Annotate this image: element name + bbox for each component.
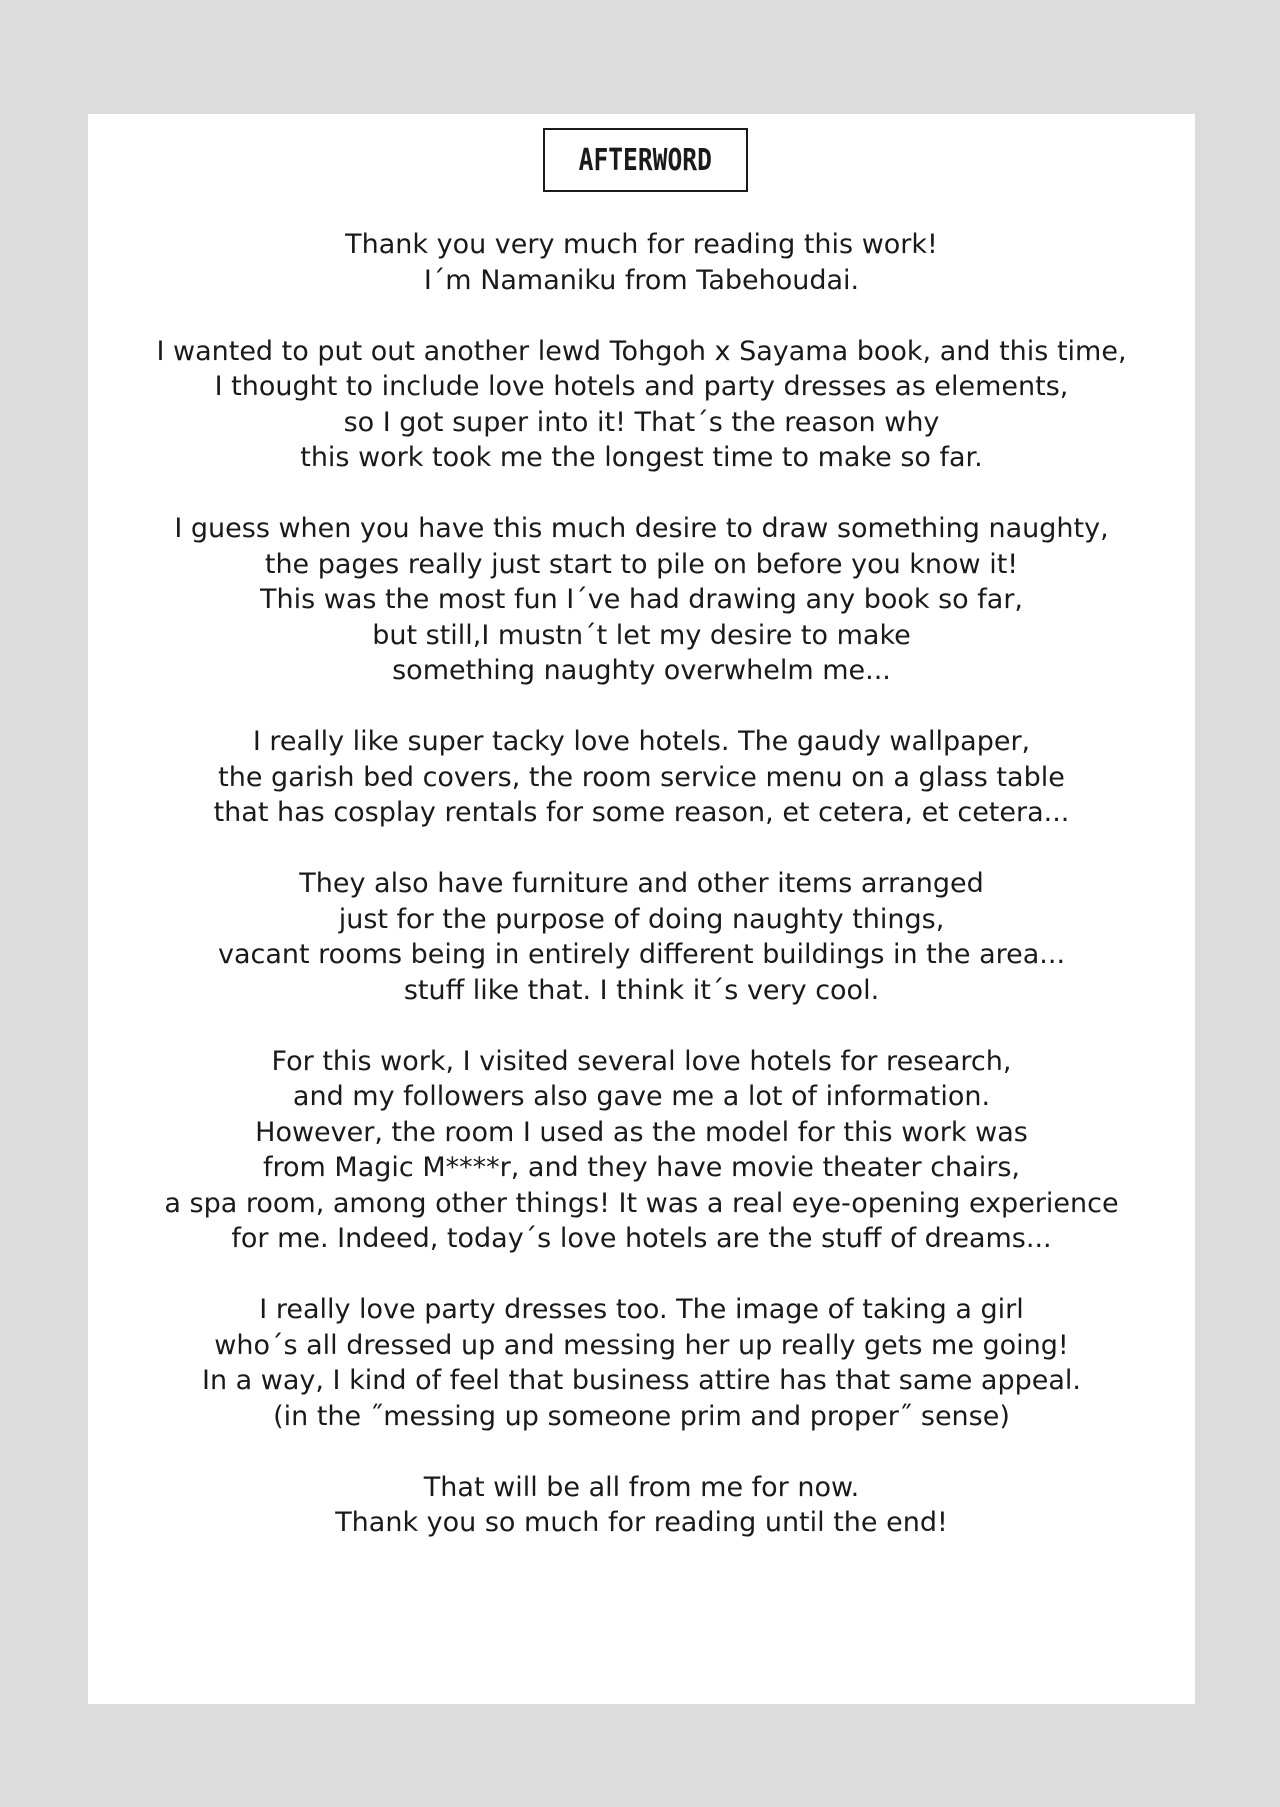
text-line: but still,I mustn´t let my desire to make xyxy=(372,619,911,651)
text-line: However, the room I used as the model for this work was xyxy=(255,1116,1028,1148)
text-line: For this work, I visited several love hotels for research, xyxy=(271,1045,1012,1077)
text-line: I really like super tacky love hotels. The gaudy wallpaper, xyxy=(252,726,1031,757)
text-line: something naughty overwhelm me... xyxy=(392,655,891,686)
page-title: AFTERWORD xyxy=(578,142,713,178)
paragraph xyxy=(88,1470,1195,1541)
afterword-body xyxy=(88,227,1195,1576)
text-line: the pages really just start to pile on before you know it! xyxy=(264,548,1019,580)
text-line: from Magic M****r, and they have movie theater chairs, xyxy=(263,1152,1020,1183)
text-line: I´m Namaniku from Tabehoudai. xyxy=(423,264,860,296)
title-box xyxy=(543,128,748,192)
text-line: for me. Indeed, today´s love hotels are the stuff of dreams... xyxy=(231,1223,1052,1254)
text-line: stuff like that. I think it´s very cool. xyxy=(403,974,880,1006)
paragraph xyxy=(88,334,1195,476)
text-line: that has cosplay rentals for some reason, et cetera, et cetera... xyxy=(213,797,1070,828)
text-line: this work took me the longest time to make so far. xyxy=(300,442,983,473)
text-line: That will be all from me for now. xyxy=(423,1471,860,1503)
text-line: the garish bed covers, the room service menu on a glass table xyxy=(218,761,1065,793)
text-line: so I got super into it! That´s the reason why xyxy=(343,406,940,438)
text-line: This was the most fun I´ve had drawing any book so far, xyxy=(259,584,1024,615)
text-line: a spa room, among other things! It was a real eye-opening experience xyxy=(164,1187,1119,1219)
text-line: just for the purpose of doing naughty things, xyxy=(338,903,945,935)
paragraph xyxy=(88,724,1195,831)
text-line: Thank you very much for reading this work! xyxy=(345,229,938,260)
text-line: Thank you so much for reading until the end! xyxy=(335,1507,948,1538)
paragraph xyxy=(88,866,1195,1008)
text-line: (in the ˝messing up someone prim and proper˝ sense) xyxy=(273,1400,1010,1432)
paragraph xyxy=(88,1044,1195,1257)
text-line: who´s all dressed up and messing her up really gets me going! xyxy=(214,1329,1069,1361)
text-line: vacant rooms being in entirely different buildings in the area... xyxy=(217,939,1066,970)
text-line: They also have furniture and other items arranged xyxy=(299,868,984,899)
paragraph xyxy=(88,1292,1195,1434)
text-line: I really love party dresses too. The image of taking a girl xyxy=(259,1294,1024,1325)
text-line: I guess when you have this much desire to draw something naughty, xyxy=(174,513,1109,544)
paragraph xyxy=(88,511,1195,689)
text-line: and my followers also gave me a lot of information. xyxy=(292,1081,991,1112)
text-line: I thought to include love hotels and party dresses as elements, xyxy=(214,371,1069,402)
text-line: In a way, I kind of feel that business attire has that same appeal. xyxy=(202,1365,1081,1396)
afterword-page xyxy=(88,114,1195,1704)
paragraph xyxy=(88,227,1195,298)
text-line: I wanted to put out another lewd Tohgoh x Sayama book, and this time, xyxy=(156,335,1127,367)
